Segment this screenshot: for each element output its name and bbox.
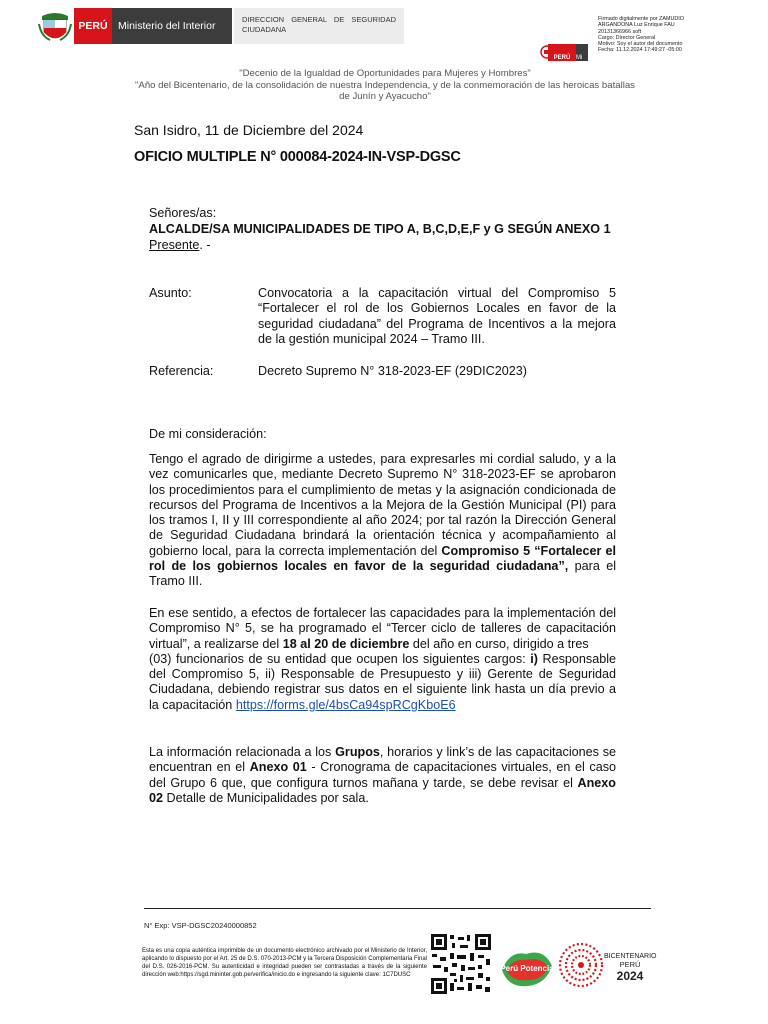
file-number: N° Exp: VSP-DGSC20240000852	[144, 921, 257, 930]
paragraph-groups: La información relacionada a los Grupos, horarios y link’s de las capacitaciones se encuentran en el Anexo 01 - Cronograma de capacitaciones virtuales, en el caso del Grupo 6 que, que configura turnos mañana y tarde, se debe revisar el Anexo 02 Detalle de Municipalidades por sala.	[149, 745, 616, 805]
potencia-logo-icon	[496, 940, 558, 995]
signature-line: Motivo: Soy el autor del documento	[598, 41, 683, 48]
presente-suffix: . -	[199, 238, 211, 252]
signature-line: ARGANDONA Luz Enrique FAU	[598, 22, 675, 29]
signature-line: Firmado digitalmente por ZAMUDIO	[598, 16, 684, 22]
svg-text:Perú Potencia: Perú Potencia	[500, 964, 554, 973]
subject-text: Convocatoria a la capacitación virtual del Compromiso 5 “Fortalecer el rol de los Gobiernos Locales en favor de la seguridad ciudadana” del Programa de Incentivos a la mejora de la gestión municipal 2024 – Tramo III.	[258, 286, 616, 346]
motto-year: "Año del Bicentenario, de la consolidación de nuestra Independencia, y de la conmemoración de las heroicas batallas de Junín y Ayacucho"	[135, 80, 635, 102]
reference-text: Decreto Supremo N° 318-2023-EF (29DIC2023)	[258, 364, 527, 378]
document-number: OFICIO MULTIPLE N° 000084-2024-IN-VSP-DGSC	[134, 149, 461, 165]
subject-label: Asunto:	[149, 286, 192, 300]
reference-label: Referencia:	[149, 364, 214, 378]
peru-brand-block: PERÚ	[74, 8, 112, 44]
qr-code-icon[interactable]	[430, 933, 492, 995]
digital-signature-block	[598, 16, 733, 54]
signature-ministry-block: Mi	[576, 44, 588, 61]
signature-line: 20131366966 soft	[598, 28, 642, 35]
authenticity-note: Esta es una copia auténtica imprimible de un documento electrónico archivado por el Ministerio de Interior, aplicando lo dispuesto por el Art. 25 de D.S. 070-2013-PCM y la Tercera Disposición Complementaria Final del D.S. 026-2016-PCM. Su autenticidad e integridad pueden ser contrastadas a través de la siguiente dirección web:https://sgd.mininter.gob.pe/verifica/inicio.do e ingresando la siguiente clave: 1C7DUSC	[142, 948, 427, 979]
presente-line	[149, 238, 211, 252]
salutation: De mi consideración:	[149, 427, 267, 441]
motto-decade: "Decenio de la Igualdad de Oportunidades para Mujeres y Hombres"	[239, 68, 531, 79]
paragraph-training: En ese sentido, a efectos de fortalecer las capacidades para la implementación del Compromiso N° 5, se ha programado el “Tercer ciclo de talleres de capacitación virtual”, a realizarse del 18 al 20 de diciembre del año en curso, dirigido a tres (03) funcionarios de su entidad que ocupen los siguientes cargos: i) Responsable del Compromiso 5, ii) Responsable de Presupuesto y iii) Gerente de Seguridad Ciudadana, debiendo registrar sus datos en el siguiente link hasta un día previo a la capacitación https://forms.gle/4bsCa94spRCgKboE6	[149, 606, 617, 712]
presente-word: Presente	[149, 238, 200, 252]
signature-line: Cargo: Director General	[598, 34, 656, 41]
recipient: ALCALDE/SA MUNICIPALIDADES DE TIPO A, B,C,D,E,F y G SEGÚN ANEXO 1	[149, 222, 611, 236]
peru-coat-of-arms-icon	[38, 10, 72, 44]
addressee-label: Señores/as:	[149, 206, 217, 220]
signature-line: Fecha: 11.12.2024 17:49:27 -05:00	[598, 47, 682, 54]
bicentennial-logo-icon	[556, 940, 606, 990]
signature-peru-block: PERÚ	[548, 44, 576, 61]
place-date: San Isidro, 11 de Diciembre del 2024	[134, 122, 364, 138]
direction-name: DIRECCION GENERAL DE SEGURIDAD CIUDADANA	[234, 8, 404, 44]
ministry-name: Ministerio del Interior	[112, 8, 232, 44]
registration-link[interactable]: https://forms.gle/4bsCa94spRCgKboE6	[235, 697, 456, 712]
footer-divider	[144, 908, 651, 909]
bicentennial-text: BICENTENARIO PERÚ 2024	[604, 953, 657, 983]
paragraph-intro: Tengo el agrado de dirigirme a ustedes, para expresarles mi cordial saludo, y a la vez comunicarles que, mediante Decreto Supremo N° 318-2023-EF se aprobaron los procedimientos para el cumplimiento de metas y la asignación condicionada de recursos del Programa de Incentivos a la Mejora de la Gestión Municipal (PI) para los tramos I, II y III correspondiente al año 2024; por tal razón la Dirección General de Seguridad Ciudadana brindará la orientación técnica y acompañamiento al gobierno local, para la correcta implementación del Compromiso 5 “Fortalecer el rol de los gobiernos locales en favor de la seguridad ciudadana”, para el Tramo III.	[149, 452, 617, 589]
